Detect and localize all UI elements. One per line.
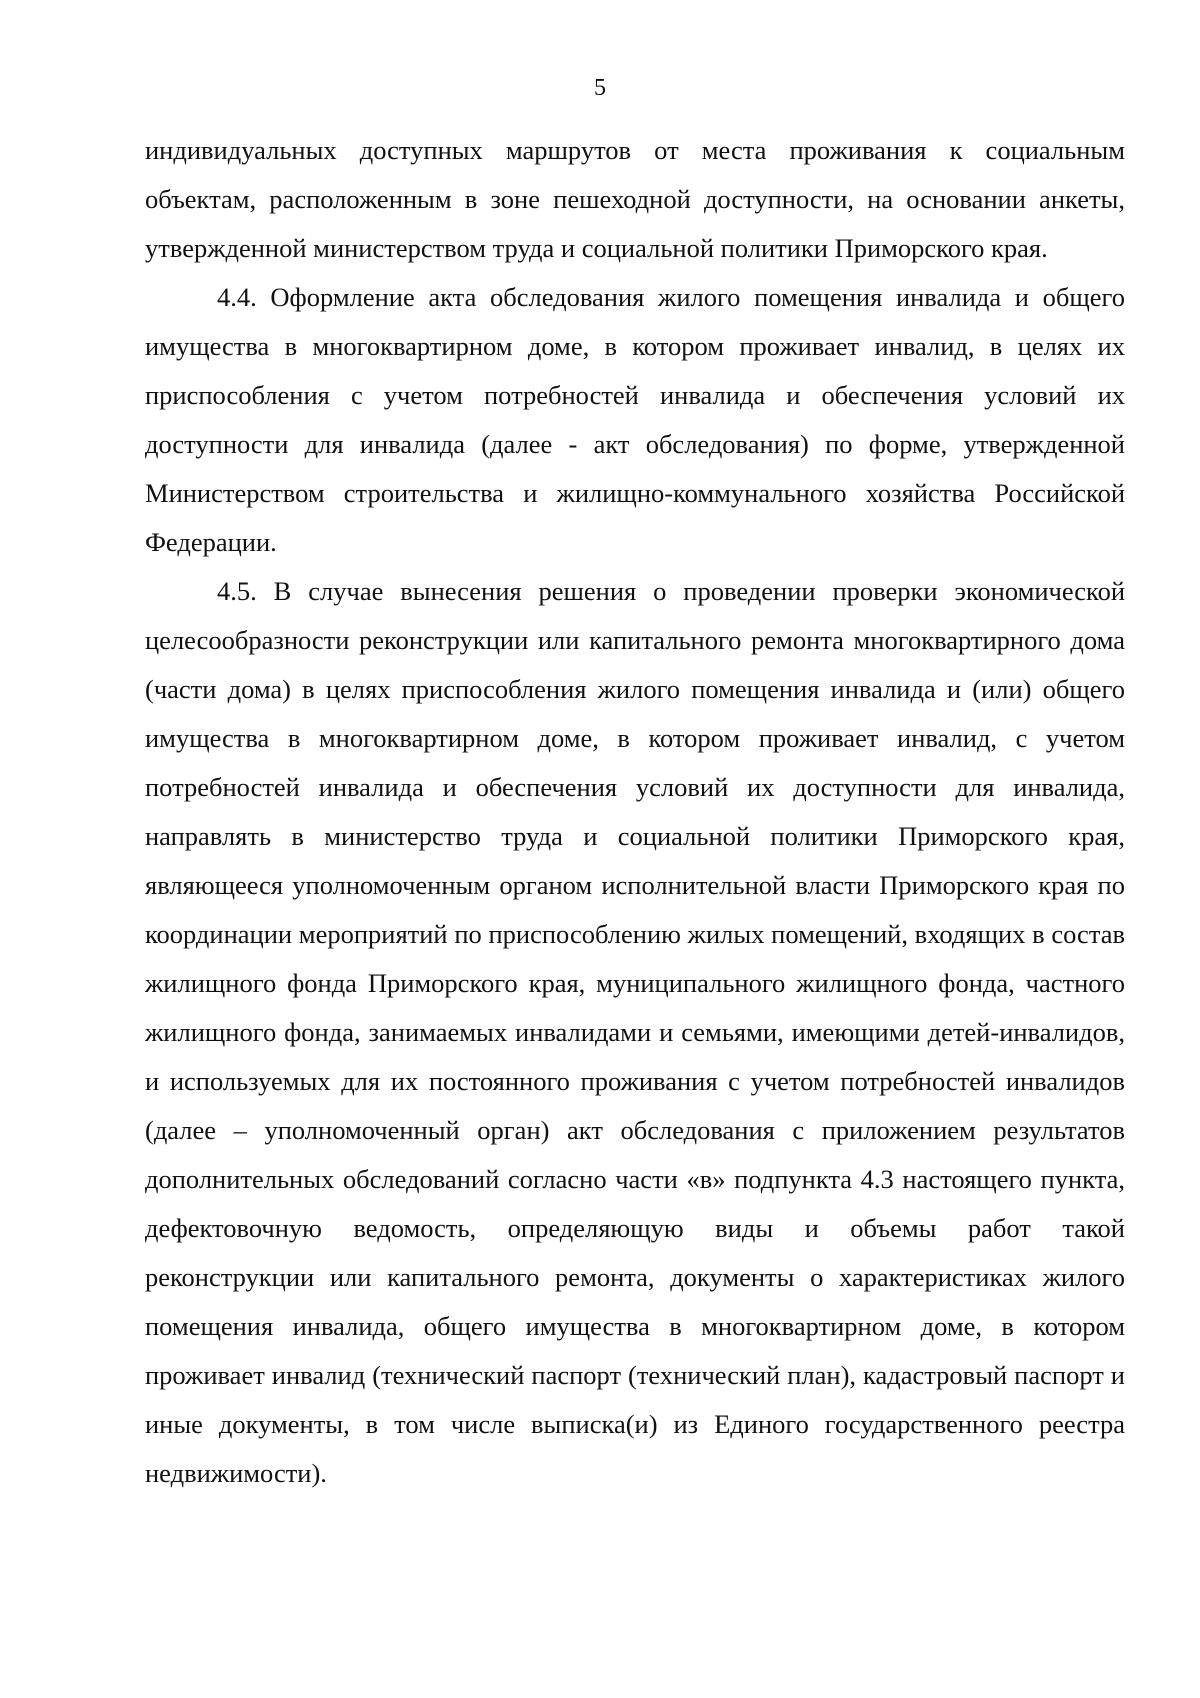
document-body [145,126,1125,1498]
page-number: 5 [594,75,606,101]
paragraph-4-4: 4.4. Оформление акта обследования жилого помещения инвалида и общего имущества в многоквартирном доме, в котором проживает инвалид, в целях их приспособления с учетом потребностей инвалида и обеспечения условий их доступности для инвалида (далее - акт обследования) по форме, утвержденной Министерством строительства и жилищно-коммунального хозяйства Российской Федерации. [145,282,1125,557]
paragraph-4-5: 4.5. В случае вынесения решения о проведении проверки экономической целесообразности реконструкции или капитального ремонта многоквартирного дома (части дома) в целях приспособления жилого помещения инвалида и (или) общего имущества в многоквартирном доме, в котором проживает инвалид, с учетом потребностей инвалида и обеспечения условий их доступности для инвалида, направлять в министерство труда и социальной политики Приморского края, являющееся уполномоченным органом исполнительной власти Приморского края по координации мероприятий по приспособлению жилых помещений, входящих в состав жилищного фонда Приморского края, муниципального жилищного фонда, частного жилищного фонда, занимаемых инвалидами и семьями, имеющими детей-инвалидов, и используемых для их постоянного проживания с учетом потребностей инвалидов (далее – уполномоченный орган) акт обследования с приложением результатов дополнительных обследований согласно части «в» подпункта 4.3 настоящего пункта, дефектовочную ведомость, определяющую виды и объемы работ такой реконструкции или капитального ремонта, документы о характеристиках жилого помещения инвалида, общего имущества в многоквартирном доме, в котором проживает инвалид (технический паспорт (технический план), кадастровый паспорт и иные документы, в том числе выписка(и) из Единого государственного реестра недвижимости). [145,576,1125,1488]
paragraph-continuation: индивидуальных доступных маршрутов от места проживания к социальным объектам, расположенным в зоне пешеходной доступности, на основании анкеты, утвержденной министерством труда и социальной политики Приморского края. [145,135,1125,263]
